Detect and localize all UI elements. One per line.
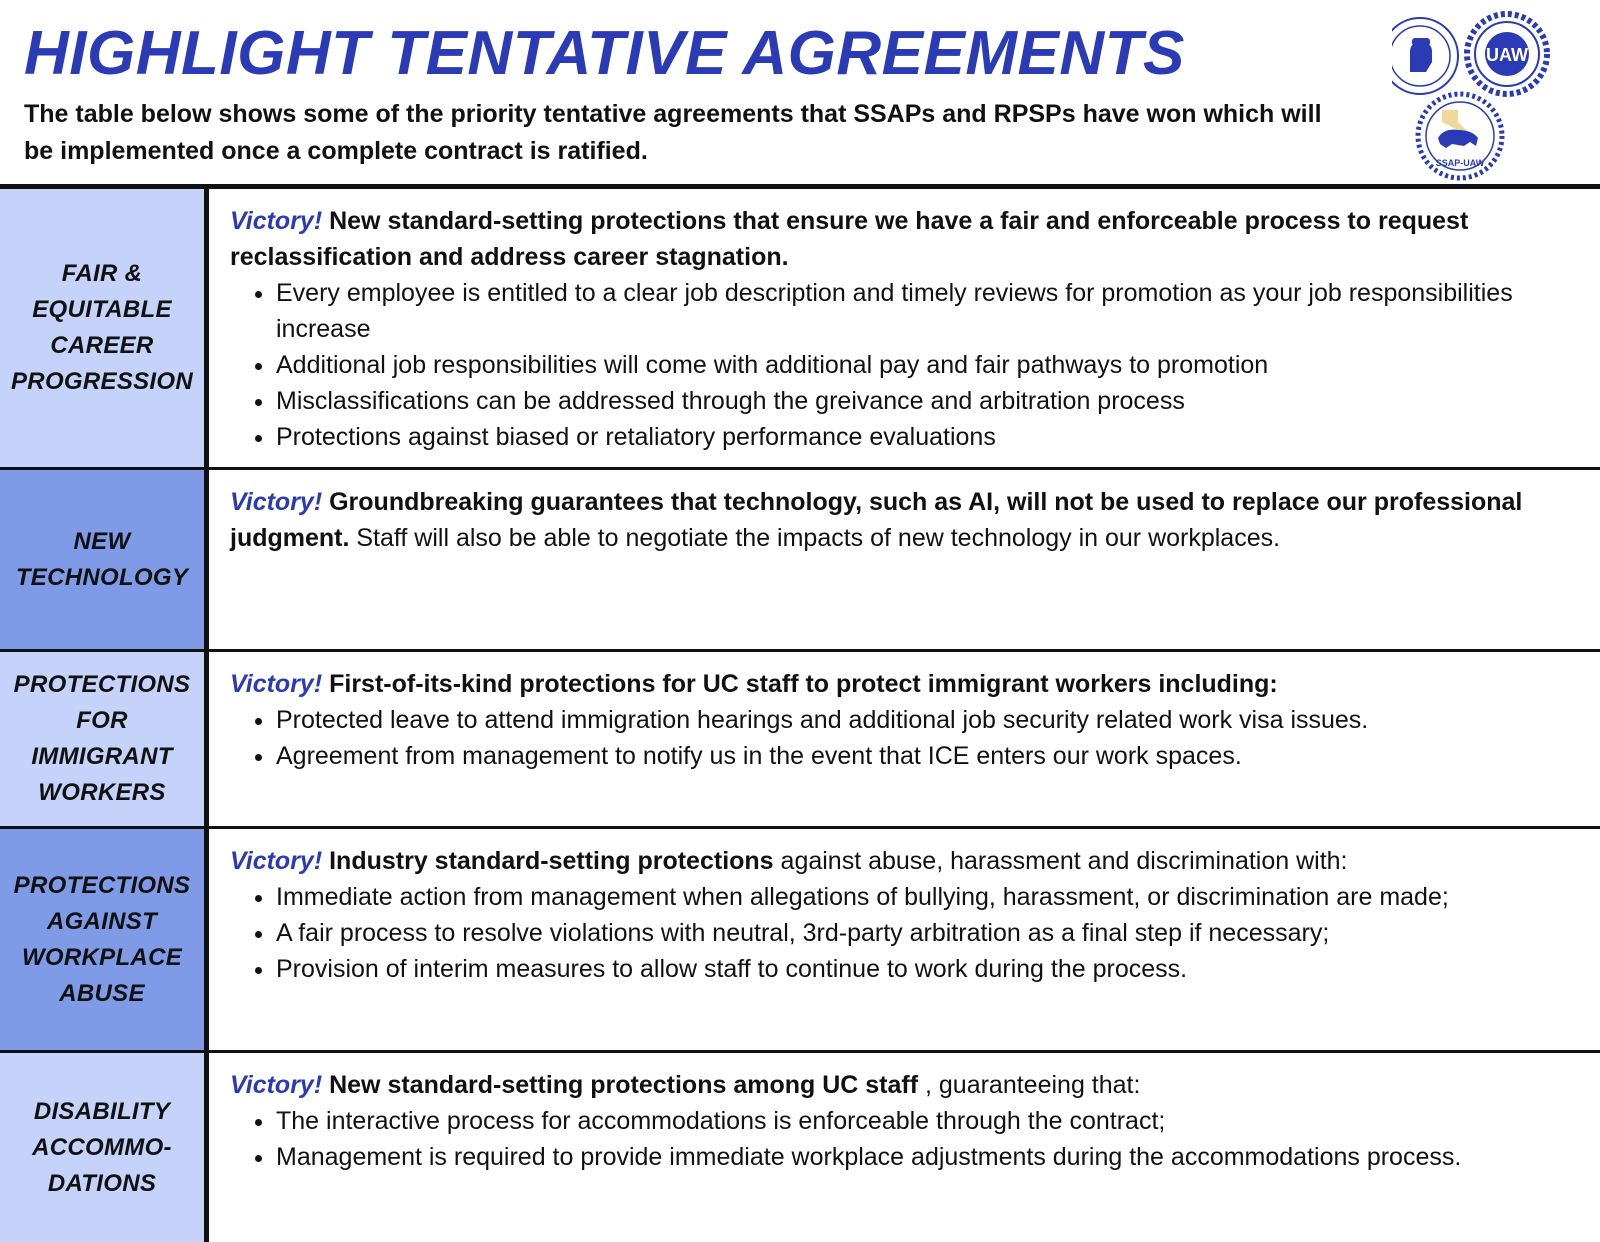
list-item: • The interactive process for accommodations is enforceable through the contract; bbox=[276, 1103, 1586, 1139]
uaw-logo-text: UAW bbox=[1486, 45, 1528, 65]
row-lead bbox=[230, 666, 1586, 702]
bullet-list bbox=[230, 702, 1586, 774]
list-item: • Management is required to provide immediate workplace adjustments during the accommodations process. bbox=[276, 1139, 1586, 1175]
logo-artwork bbox=[1392, 10, 1597, 182]
victory-label: Victory! bbox=[230, 1071, 323, 1099]
victory-label: Victory! bbox=[230, 670, 323, 698]
row-label: FAIR & EQUITABLE CAREER PROGRESSION bbox=[11, 260, 193, 395]
row-label: DISABILITY ACCOMMO- DATIONS bbox=[32, 1097, 172, 1197]
lead-bold-text: New standard-setting protections among UC staff bbox=[322, 1071, 919, 1099]
row-lead bbox=[230, 484, 1586, 556]
list-item: • Misclassifications can be addressed through the greivance and arbitration process bbox=[276, 383, 1586, 419]
page-subtitle: The table below shows some of the priority tentative agreements that SSAPs and RPSPs have won which will be implemented once a complete contract is ratified. bbox=[24, 100, 1322, 165]
row-label: PROTECTIONS AGAINST WORKPLACE ABUSE bbox=[13, 871, 191, 1007]
bullet-list bbox=[230, 1103, 1586, 1175]
lead-rest-text: against abuse, harassment and discrimination with: bbox=[773, 847, 1348, 875]
lead-bold-text: Industry standard-setting protections bbox=[322, 847, 774, 875]
row-content-cell bbox=[230, 666, 1586, 774]
bullet-list bbox=[230, 275, 1586, 455]
list-item: • Immediate action from management when allegations of bullying, harassment, or discrimination are made; bbox=[276, 879, 1586, 915]
list-item: • Protections against biased or retaliatory performance evaluations bbox=[276, 419, 1586, 455]
table-row-workplace-abuse bbox=[0, 829, 1600, 1053]
row-content-cell bbox=[230, 484, 1586, 556]
lead-rest-text: Staff will also be able to negotiate the impacts of new technology in our workplaces. bbox=[349, 524, 1281, 552]
row-label-cell bbox=[0, 652, 209, 826]
list-item: • Provision of interim measures to allow staff to continue to work during the process. bbox=[276, 951, 1586, 987]
row-content-cell bbox=[230, 1067, 1586, 1175]
row-content-cell bbox=[230, 843, 1586, 987]
page-title: HIGHLIGHT TENTATIVE AGREEMENTS bbox=[24, 19, 1185, 88]
table-row-immigrant-workers bbox=[0, 652, 1600, 829]
row-label-cell bbox=[0, 829, 209, 1050]
lead-bold-text: New standard-setting protections that ensure we have a fair and enforceable process to request reclassification and address career stagnation. bbox=[230, 207, 1469, 271]
row-label: NEW TECHNOLOGY bbox=[15, 527, 189, 591]
list-item: • Additional job responsibilities will come with additional pay and fair pathways to promotion bbox=[276, 347, 1586, 383]
lead-rest-text: , guaranteeing that: bbox=[918, 1071, 1141, 1099]
victory-label: Victory! bbox=[230, 847, 323, 875]
victory-label: Victory! bbox=[230, 488, 323, 516]
row-label-cell bbox=[0, 1053, 209, 1242]
header bbox=[0, 0, 1600, 186]
ssap-logo-text: SSAP-UAW bbox=[1435, 158, 1485, 168]
list-item: • Protected leave to attend immigration hearings and additional job security related work visa issues. bbox=[276, 702, 1586, 738]
table-row-disability-accommodations bbox=[0, 1053, 1600, 1242]
row-content-cell bbox=[230, 203, 1586, 455]
table-row-new-technology bbox=[0, 470, 1600, 652]
agreements-table bbox=[0, 184, 1600, 1242]
bullet-list bbox=[230, 879, 1586, 987]
list-item: • Agreement from management to notify us in the event that ICE enters our work spaces. bbox=[276, 738, 1586, 774]
row-lead bbox=[230, 203, 1586, 275]
list-item: • A fair process to resolve violations with neutral, 3rd-party arbitration as a final step if necessary; bbox=[276, 915, 1586, 951]
ssap-bear-icon bbox=[1418, 94, 1502, 178]
row-lead bbox=[230, 1067, 1586, 1103]
list-item: • Every employee is entitled to a clear job description and timely reviews for promotion as your job responsibilities increase bbox=[276, 275, 1586, 347]
row-label-cell bbox=[0, 470, 209, 649]
victory-label: Victory! bbox=[230, 207, 323, 235]
lead-bold-text: Groundbreaking guarantees that technology, such as AI, will not be used to replace our professional judgment. bbox=[230, 488, 1523, 552]
uaw-gear-icon bbox=[1467, 14, 1547, 94]
row-lead bbox=[230, 843, 1586, 879]
table-row-career-progression bbox=[0, 189, 1600, 470]
row-label: PROTECTIONS FOR IMMIGRANT WORKERS bbox=[13, 671, 191, 806]
uc-logo-icon bbox=[1392, 18, 1458, 94]
row-label-cell bbox=[0, 189, 209, 467]
lead-bold-text: First-of-its-kind protections for UC staff to protect immigrant workers including: bbox=[322, 670, 1278, 698]
